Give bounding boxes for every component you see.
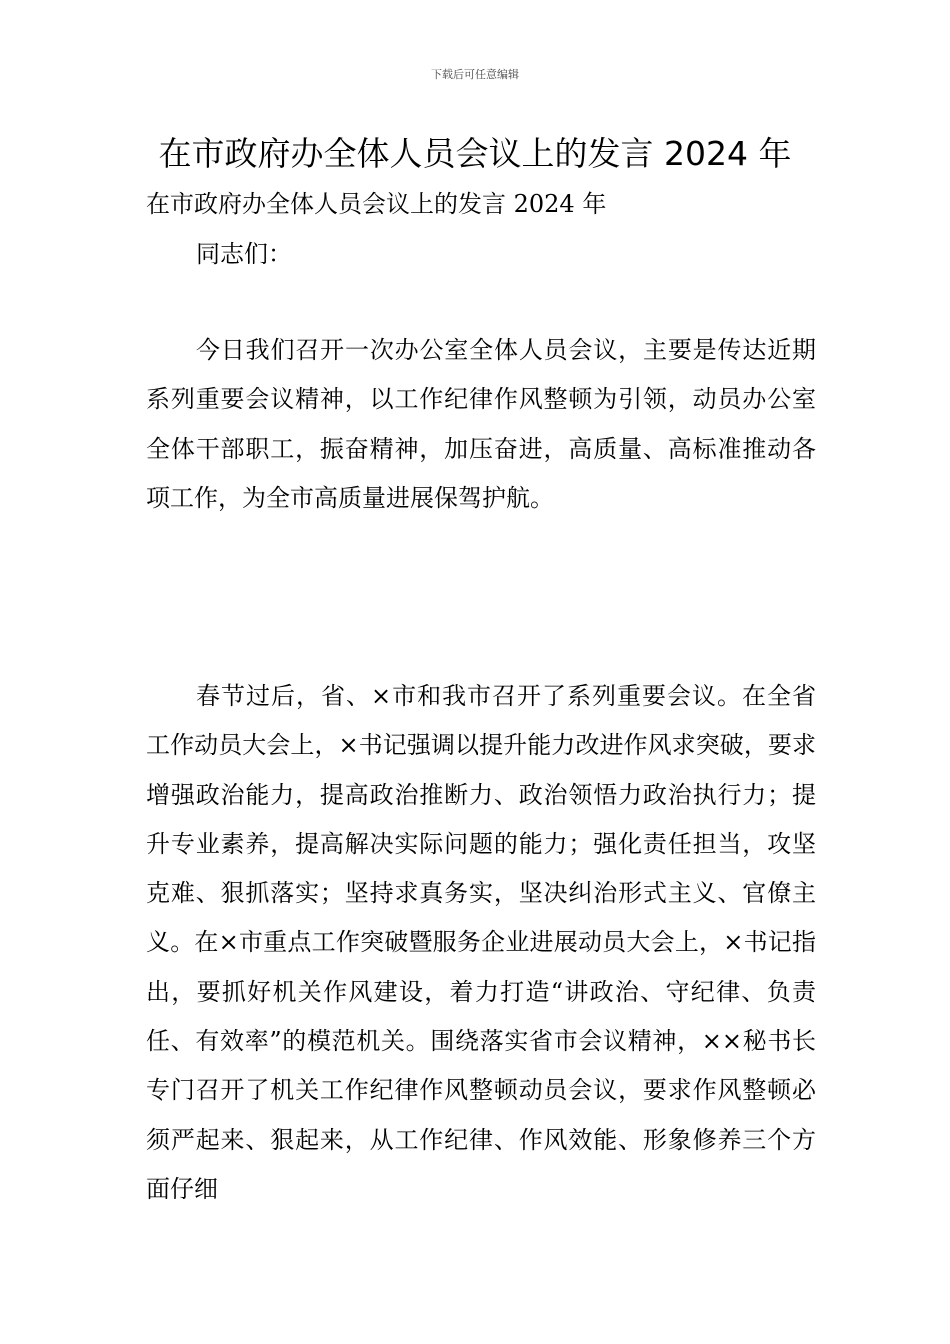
header-note: 下载后可任意编辑 [431, 68, 519, 81]
paragraph-1: 今日我们召开一次办公室全体人员会议，主要是传达近期系列重要会议精神，以工作纪律作风整顿为引领，动员办公室全体干部职工，振奋精神，加压奋进，高质量、高标准推动各项工作，为全市高质量进展保驾护航。 [146, 336, 816, 512]
document-subtitle: 在市政府办全体人员会议上的发言 2024 年 [146, 190, 607, 218]
salutation: 同志们： [196, 240, 292, 268]
document-title: 在市政府办全体人员会议上的发言 2024 年 [158, 134, 792, 173]
paragraph-2: 春节过后，省、×市和我市召开了系列重要会议。在全省工作动员大会上，×书记强调以提升能力改进作风求突破，要求增强政治能力，提高政治推断力、政治领悟力政治执行力；提升专业素养，提高解决实际问题的能力；强化责任担当，攻坚克难、狠抓落实；坚持求真务实，坚决纠治形式主义、官僚主义。在×市重点工作突破暨服务企业进展动员大会上，×书记指出，要抓好机关作风建设，着力打造“讲政治、守纪律、负责任、有效率”的模范机关。围绕落实省市会议精神，××秘书长专门召开了机关工作纪律作风整顿动员会议，要求作风整顿必须严起来、狠起来，从工作纪律、作风效能、形象修养三个方面仔细 [146, 682, 816, 1203]
